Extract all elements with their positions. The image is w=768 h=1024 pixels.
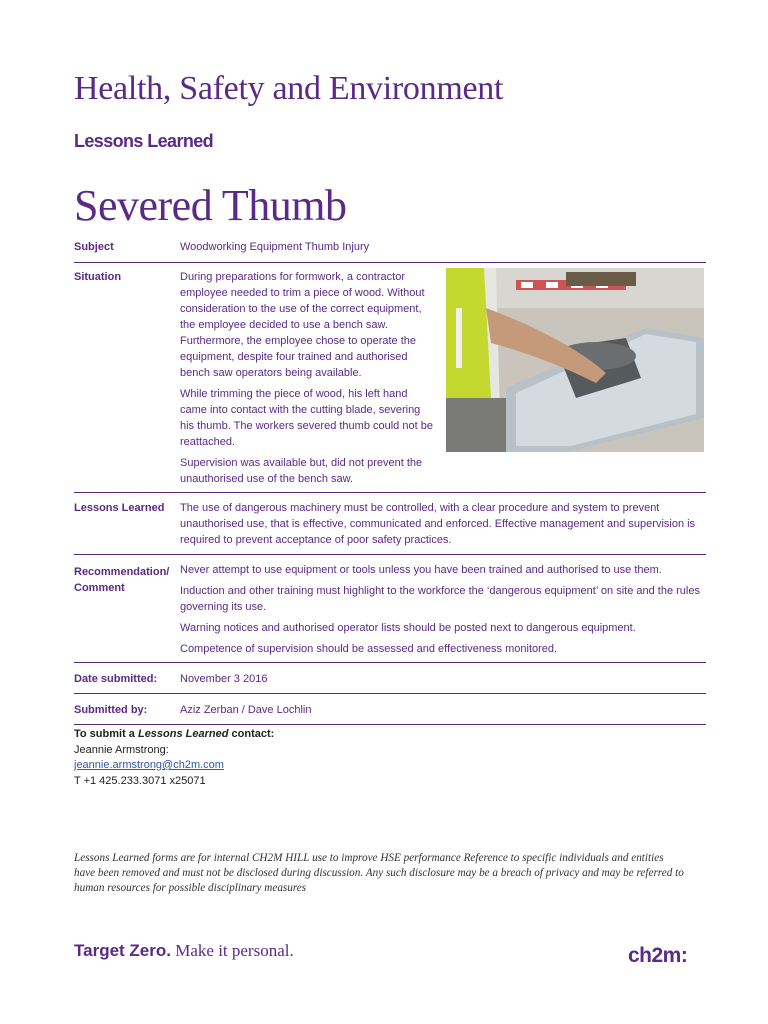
lessons-label: Lessons Learned [74, 502, 165, 514]
divider [74, 492, 706, 493]
contact-heading-prefix: To submit a [74, 728, 138, 740]
incident-photo [446, 268, 704, 452]
subject-value: Woodworking Equipment Thumb Injury [180, 241, 370, 253]
submitted-by-label: Submitted by: [74, 704, 148, 716]
date-label: Date submitted: [74, 673, 158, 685]
contact-email-link[interactable]: jeannie.armstrong@ch2m.com [74, 759, 224, 771]
recommendation-label-line: Comment [74, 582, 125, 594]
recommendation-label-line: Recommendation/ [74, 566, 170, 578]
recommendation-item: Warning notices and authorised operator lists should be posted next to dangerous equipment. [180, 622, 636, 634]
contact-name: Jeannie Armstrong: [74, 743, 169, 756]
subject-label: Subject [74, 241, 114, 253]
company-logo: ch2m: [628, 944, 688, 967]
contact-block [74, 727, 274, 789]
make-it-personal: Make it personal. [170, 941, 294, 960]
situation-paragraph: Supervision was available but, did not prevent the unauthorised use of the bench saw. [180, 457, 423, 485]
situation-paragraph: While trimming the piece of wood, his left hand came into contact with the cutting blade, severing his thumb. The workers severed thumb could not be reattached. [180, 388, 433, 448]
situation-label: Situation [74, 271, 122, 283]
submitted-by-value: Aziz Zerban / Dave Lochlin [180, 704, 312, 716]
divider [74, 262, 706, 263]
date-value: November 3 2016 [180, 673, 268, 685]
divider [74, 662, 706, 663]
disclaimer: Lessons Learned forms are for internal CH2M HILL use to improve HSE performance Reference to specific individuals and entities have been removed and must not be disclosed during discussion. Any such disclosure may be a breach of privacy and may be referred to human resources for possible disciplinary measures [74, 852, 684, 894]
contact-heading-suffix: contact: [228, 728, 275, 740]
target-zero: Target Zero. [74, 941, 171, 960]
divider [74, 724, 706, 725]
recommendation-item: Never attempt to use equipment or tools unless you have been trained and authorised to use them. [180, 564, 662, 576]
recommendation-item: Induction and other training must highlight to the workforce the ‘dangerous equipment’ on site and the rules governing its use. [180, 585, 700, 613]
contact-heading [74, 727, 274, 743]
lessons-text: The use of dangerous machinery must be controlled, with a clear procedure and system to prevent unauthorised use, that is effective, communicated and enforced. Effective management and supervision is required to prevent acceptance of poor safety practices. [180, 502, 696, 546]
divider [74, 693, 706, 694]
situation-text [180, 269, 436, 492]
recommendation-item: Competence of supervision should be assessed and effectiveness monitored. [180, 643, 558, 655]
footer-tagline [74, 941, 294, 961]
situation-paragraph: During preparations for formwork, a contractor employee needed to trim a piece of wood. Without consideration to the use of the correct equipment, the employee decided to use a bench saw. Furthermore, the employee chose to operate the equipment, despite four trained and authorised bench saw operators being available. [180, 271, 425, 379]
contact-heading-italic: Lessons Learned [137, 728, 229, 740]
recommendation-list [180, 562, 700, 662]
document-title: Severed Thumb [74, 181, 347, 230]
page-subtitle: Lessons Learned [74, 131, 214, 151]
divider [74, 554, 706, 555]
page-heading: Health, Safety and Environment [74, 70, 504, 107]
recommendation-label [74, 564, 169, 596]
contact-phone: T +1 425.233.3071 x25071 [74, 774, 206, 787]
